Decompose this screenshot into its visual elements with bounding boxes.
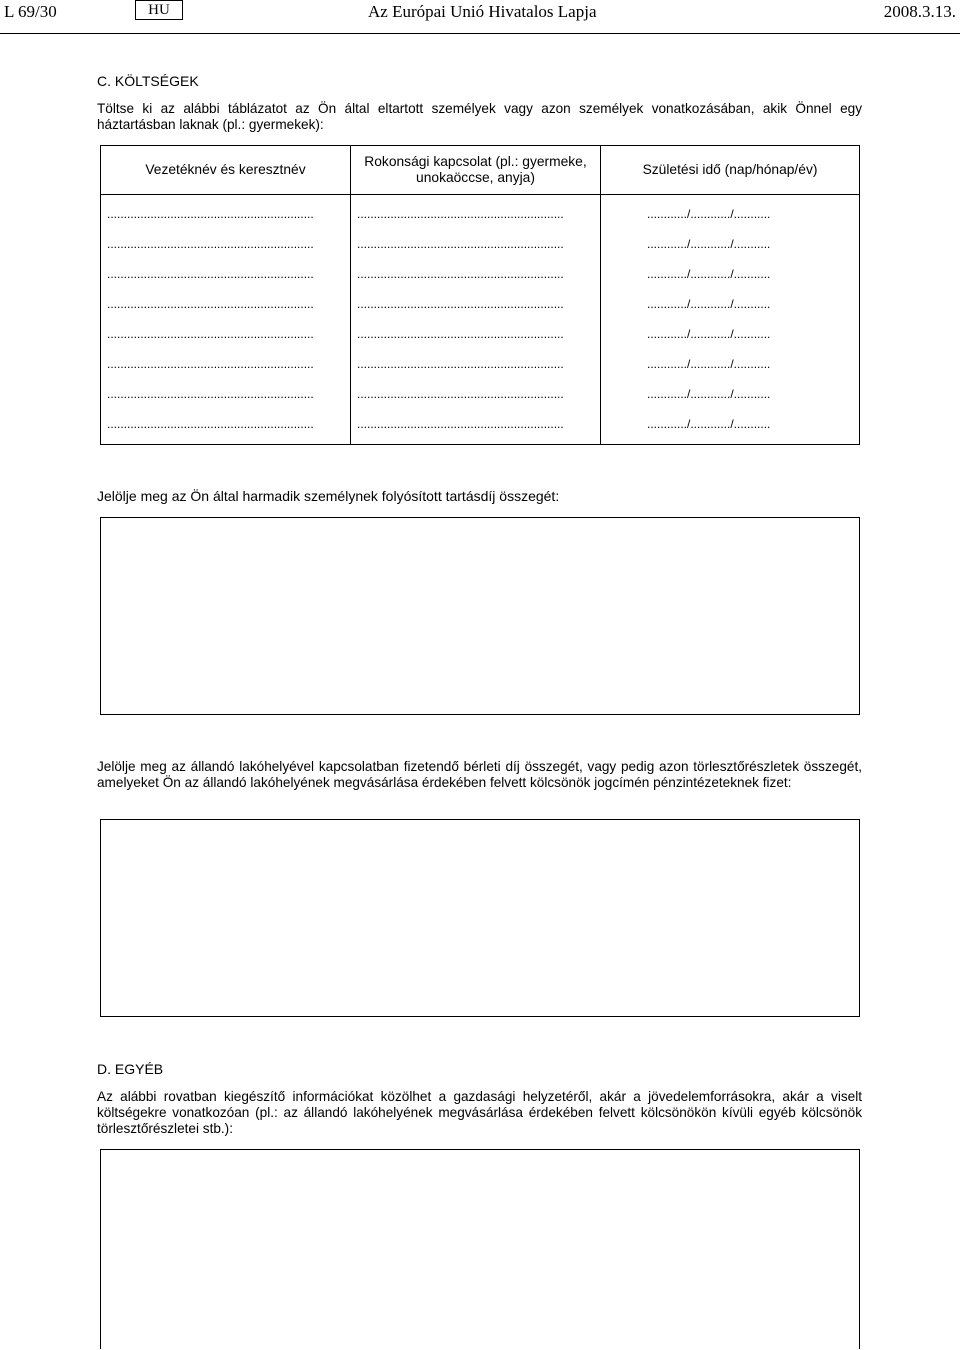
- housing-cost-prompt: Jelölje meg az állandó lakóhelyével kapcsolatban fizetendő bérleti díj összegét, vagy pedig azon törlesztőrészletek összegét, amelyeket Ön az állandó lakóhelyének megvásárlása érdekében felvett kölcsönök jogcímén pénzintézeteknek fizet:: [97, 759, 862, 790]
- relationship-cell[interactable]: ..............................................................: [357, 357, 564, 371]
- header-divider: [0, 33, 960, 34]
- column-header-birth-date: Születési idő (nap/hónap/év): [642, 162, 818, 177]
- birth-date-cell[interactable]: ............/............/...........: [647, 357, 771, 371]
- name-cell[interactable]: ..............................................................: [107, 267, 314, 281]
- relationship-cell[interactable]: ..............................................................: [357, 327, 564, 341]
- section-d-intro: Az alábbi rovatban kiegészítő információkat közölhet a gazdasági helyzetéről, akár a jövedelemforrásokra, akár a viselt költségekre vonatkozóan (pl.: az állandó lakóhelyének megvásárlása érdekében felvett kölcsönökön kívüli egyéb kölcsönök törlesztőrészletei stb.):: [97, 1089, 862, 1136]
- maintenance-amount-box[interactable]: [100, 517, 860, 715]
- publication-date: 2008.3.13.: [883, 2, 956, 21]
- maintenance-prompt: Jelölje meg az Ön által harmadik személynek folyósított tartásdíj összegét:: [97, 488, 560, 504]
- birth-date-cell[interactable]: ............/............/...........: [647, 237, 771, 251]
- name-cell[interactable]: ..............................................................: [107, 357, 314, 371]
- column-header-name: Vezetéknév és keresztnév: [145, 162, 306, 177]
- page-reference: L 69/30: [4, 2, 57, 21]
- relationship-cell[interactable]: ..............................................................: [357, 297, 564, 311]
- birth-date-cell[interactable]: ............/............/...........: [647, 297, 771, 311]
- relationship-cell[interactable]: ..............................................................: [357, 237, 564, 251]
- name-cell[interactable]: ..............................................................: [107, 417, 314, 431]
- birth-date-cell[interactable]: ............/............/...........: [647, 267, 771, 281]
- relationship-cell[interactable]: ..............................................................: [357, 387, 564, 401]
- name-cell[interactable]: ..............................................................: [107, 237, 314, 251]
- birth-date-cell[interactable]: ............/............/...........: [647, 417, 771, 431]
- language-badge: HU: [135, 0, 183, 20]
- birth-date-cell[interactable]: ............/............/...........: [647, 207, 771, 221]
- column-header-relationship: Rokonsági kapcsolat (pl.: gyermeke, unokaöccse, anyja): [364, 154, 587, 185]
- section-c-title: C. KÖLTSÉGEK: [97, 73, 199, 89]
- housing-cost-box[interactable]: [100, 819, 860, 1017]
- relationship-cell[interactable]: ..............................................................: [357, 207, 564, 221]
- dependents-table: [100, 145, 860, 445]
- other-info-box[interactable]: [100, 1149, 860, 1349]
- relationship-cell[interactable]: ..............................................................: [357, 417, 564, 431]
- name-cell[interactable]: ..............................................................: [107, 297, 314, 311]
- section-c-intro: Töltse ki az alábbi táblázatot az Ön által eltartott személyek vagy azon személyek vonatkozásában, akik Önnel egy háztartásban laknak (pl.: gyermekek):: [97, 101, 862, 132]
- birth-date-cell[interactable]: ............/............/...........: [647, 387, 771, 401]
- section-d-title: D. EGYÉB: [97, 1061, 164, 1077]
- name-cell[interactable]: ..............................................................: [107, 387, 314, 401]
- name-cell[interactable]: ..............................................................: [107, 207, 314, 221]
- birth-date-cell[interactable]: ............/............/...........: [647, 327, 771, 341]
- journal-title: Az Európai Unió Hivatalos Lapja: [368, 2, 597, 21]
- table-header-divider: [101, 194, 859, 195]
- relationship-cell[interactable]: ..............................................................: [357, 267, 564, 281]
- page-header: [0, 0, 960, 34]
- name-cell[interactable]: ..............................................................: [107, 327, 314, 341]
